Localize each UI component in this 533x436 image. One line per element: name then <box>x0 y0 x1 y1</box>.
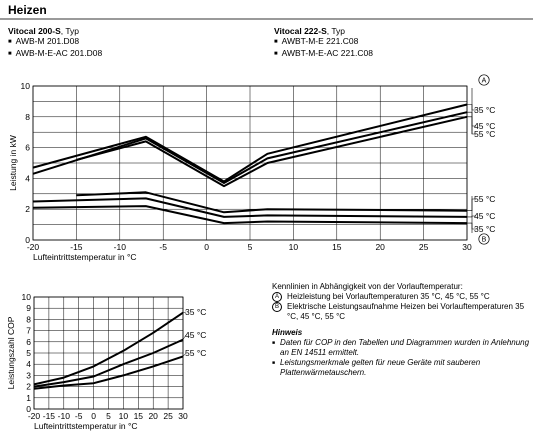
marker-b-icon <box>479 234 489 244</box>
x-tick-label: 20 <box>148 411 158 421</box>
x-tick-label: -5 <box>159 242 167 252</box>
hint-text: ■ Daten für COP in den Tabellen und Diagrammen wurden in Anlehnung an EN 14511 ermittelt. <box>280 338 530 357</box>
page-title: Heizen <box>8 3 47 17</box>
x-tick-label: 0 <box>204 242 209 252</box>
y-tick-label: 0 <box>25 235 30 245</box>
y-tick-label: 10 <box>20 81 30 91</box>
hint-text: ■ Leistungsmerkmale gelten für neue Geräte mit sauberen Plattenwärmetauschern. <box>280 358 481 377</box>
y-tick-label: 2 <box>26 381 31 392</box>
model-type-label: AWBT-M-E 221.C08 <box>281 36 359 46</box>
x-tick-label: -10 <box>57 411 70 421</box>
notes-block <box>272 282 530 378</box>
hint-item <box>272 338 530 358</box>
marker-b-icon: B <box>272 302 282 312</box>
marker-letter: A <box>481 77 487 85</box>
x-tick-label: -5 <box>74 411 83 421</box>
y-tick-label: 10 <box>21 292 31 302</box>
series-line <box>76 117 467 186</box>
y-tick-label: 8 <box>26 314 31 325</box>
y-tick-label: 6 <box>26 336 31 347</box>
marker-letter: B <box>481 236 487 244</box>
model-suffix-1: , Typ <box>60 26 80 36</box>
model-name-1: Vitocal 200-S <box>8 26 61 36</box>
y-tick-label: 0 <box>26 404 31 414</box>
y-tick-label: 5 <box>26 348 31 358</box>
series-label: 45 °C <box>474 211 496 221</box>
x-tick-label: 25 <box>163 411 173 421</box>
marker-a-icon: A <box>272 292 282 302</box>
x-tick-label: 5 <box>106 411 111 421</box>
y-tick-label: 9 <box>26 303 31 314</box>
series-label: 55 °C <box>474 194 496 204</box>
series-label: 45 °C <box>474 121 496 131</box>
x-tick-label: -15 <box>42 411 56 421</box>
series-label: 55 °C <box>185 348 207 358</box>
x-tick-label: -15 <box>70 242 83 252</box>
x-tick-label: 10 <box>288 242 299 252</box>
note-text-a: Heizleistung bei Vorlauftemperaturen 35 °C, 45 °C, 55 °C <box>287 292 490 301</box>
y-tick-label: 8 <box>25 111 30 122</box>
hint-title: Hinweis <box>272 328 303 337</box>
series-label: 35 °C <box>474 224 496 234</box>
model-type-label: AWB-M 201.D08 <box>15 36 80 46</box>
x-tick-label: -20 <box>26 242 40 252</box>
marker-a-icon <box>479 75 489 85</box>
y-tick-label: 2 <box>25 204 30 215</box>
x-tick-label: 5 <box>247 242 253 252</box>
x-tick-label: 30 <box>178 411 188 421</box>
x-tick-label: 15 <box>332 242 342 252</box>
x-tick-label: 0 <box>91 411 96 421</box>
x-axis-label: Lufteintrittstemperatur in °C <box>34 421 138 431</box>
notes-intro: Kennlinien in Abhängigkeit von der Vorlauftemperatur: <box>272 282 463 291</box>
model-type-label: AWB-M-E-AC 201.D08 <box>15 48 103 58</box>
y-tick-label: 6 <box>25 142 30 153</box>
note-item-b <box>272 302 530 322</box>
y-axis-label: Leistungszahl COP <box>6 316 16 390</box>
y-tick-label: 3 <box>26 370 31 381</box>
y-tick-label: 1 <box>26 392 31 403</box>
y-axis-label: Leistung in kW <box>8 135 18 191</box>
y-tick-label: 4 <box>26 359 31 370</box>
y-tick-label: 4 <box>25 173 30 184</box>
model-suffix-2: , Typ <box>326 26 346 36</box>
cop-chart <box>6 292 206 431</box>
y-tick-label: 7 <box>26 325 31 336</box>
x-tick-label: 20 <box>375 242 385 252</box>
x-axis-label: Lufteintrittstemperatur in °C <box>33 252 137 262</box>
x-tick-label: -10 <box>113 242 126 252</box>
series-label: 35 °C <box>185 307 207 317</box>
model-type-label: AWBT-M-E-AC 221.C08 <box>281 48 373 58</box>
power-chart <box>8 75 495 262</box>
x-tick-label: 30 <box>462 242 472 252</box>
hint-item <box>272 358 530 378</box>
note-item-a <box>272 292 530 302</box>
x-tick-label: -20 <box>27 411 41 421</box>
x-tick-label: 25 <box>418 242 429 252</box>
note-text-b: Elektrische Leistungsaufnahme Heizen bei Vorlauftemperaturen 35 °C, 45 °C, 55 °C <box>287 302 525 321</box>
series-label: 45 °C <box>185 330 207 340</box>
model-name-2: Vitocal 222-S <box>274 26 327 36</box>
series-label: 55 °C <box>474 129 496 139</box>
x-tick-label: 10 <box>118 411 129 421</box>
x-tick-label: 15 <box>133 411 144 421</box>
series-label: 35 °C <box>474 105 496 115</box>
